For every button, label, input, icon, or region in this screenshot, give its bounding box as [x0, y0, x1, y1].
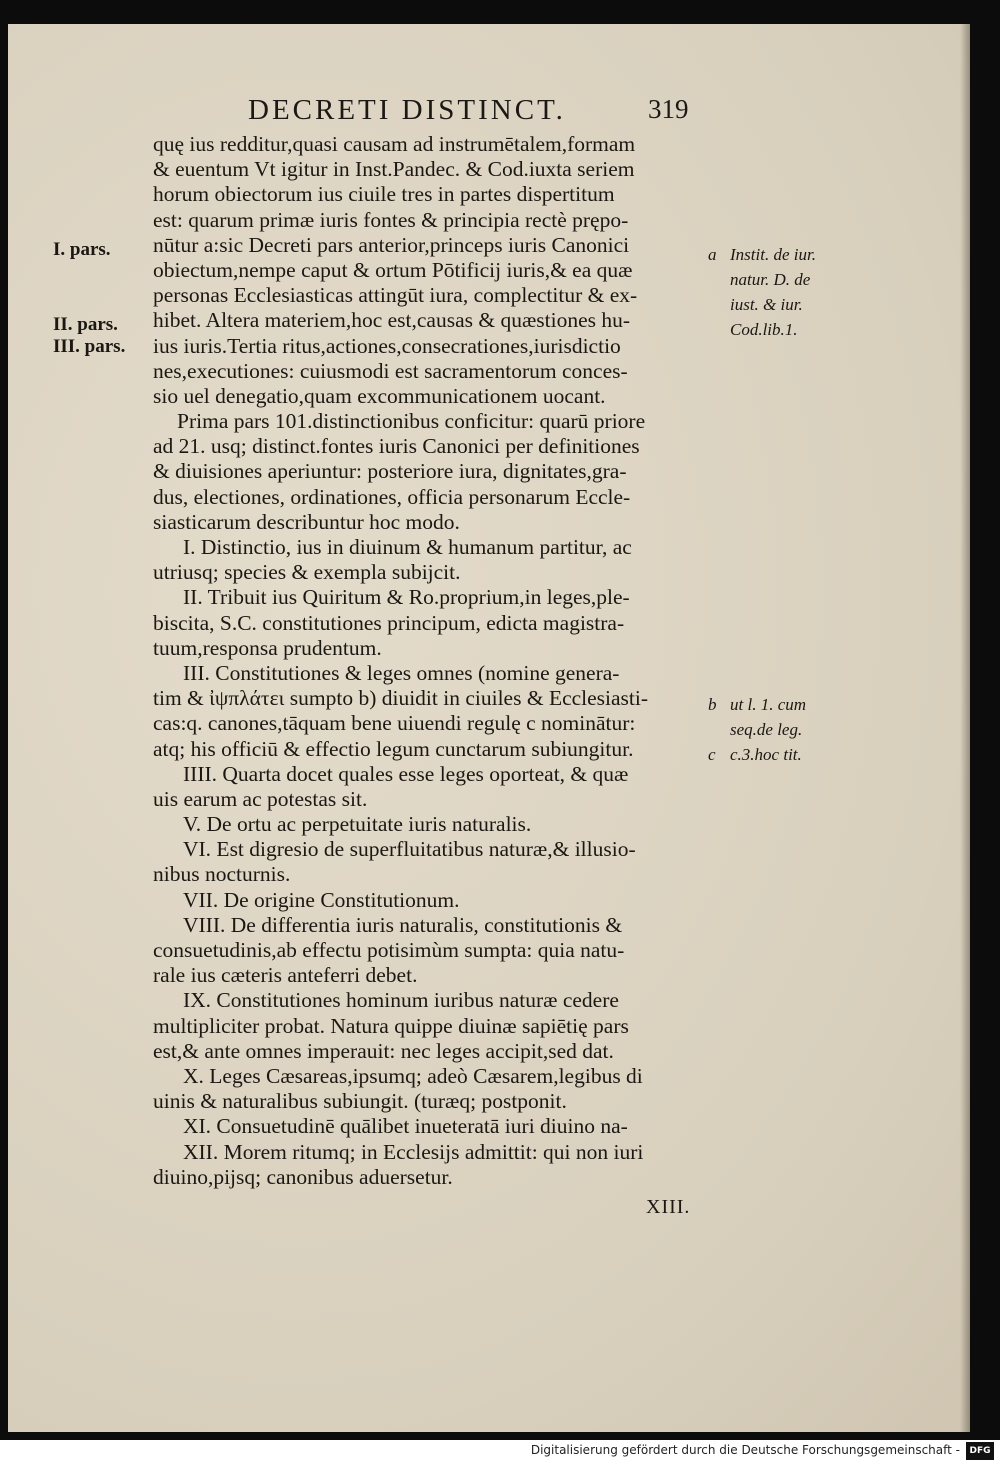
- text-line: tim & ἰψπλάτει sumpto b) diuidit in ciuiles & Ecclesiasti-: [153, 686, 649, 711]
- text-line: & euentum Vt igitur in Inst.Pandec. & Cod.iuxta seriem: [153, 157, 635, 182]
- text-line: nūtur a:sic Decreti pars anterior,princeps iuris Canonici: [153, 232, 630, 257]
- running-head: DECRETI DISTINCT.: [248, 94, 566, 126]
- text-line: nibus nocturnis.: [153, 862, 291, 887]
- text-line: rale ius cæteris anteferri debet.: [153, 963, 418, 988]
- text-line: biscita, S.C. constitutiones principum, edicta magistra-: [153, 610, 625, 635]
- text-line: est: quarum primæ iuris fontes & principia rectè prępo-: [153, 207, 629, 232]
- text-line: obiectum,nempe caput & ortum Pōtificij iuris,& ea quæ: [153, 257, 633, 282]
- text-line: ad 21. usq; distinct.fontes iuris Canonici per definitiones: [153, 434, 640, 459]
- text-line: consuetudinis,ab effectu potisimùm sumpta: quia natu-: [153, 938, 625, 962]
- text-line: quę ius redditur,quasi causam ad instrumētalem,formam: [153, 132, 636, 156]
- text-line: dus, electiones, ordinationes, officia personarum Eccle-: [153, 484, 631, 509]
- scanned-page: [8, 24, 970, 1432]
- note-a-line-1: Instit. de iur.: [730, 245, 816, 264]
- main-text-block: [153, 132, 713, 1190]
- catchword: XIII.: [646, 1196, 691, 1218]
- text-line: XII. Morem ritumq; in Ecclesijs admittit: qui non iuri: [183, 1139, 644, 1164]
- text-line: est,& ante omnes imperauit: nec leges accipit,sed dat.: [153, 1038, 614, 1063]
- margin-note-b: [708, 692, 806, 742]
- page-edge-shadow: [960, 24, 970, 1432]
- text-line: siasticarum describuntur hoc modo.: [153, 509, 460, 534]
- text-line: horum obiectorum ius ciuile tres in partes dispertitum: [153, 182, 615, 207]
- left-margin-note-2: II. pars.: [53, 314, 118, 335]
- note-a-line-3: iust. & iur.: [730, 295, 803, 314]
- text-line: XI. Consuetudinē quālibet inueteratā iuri diuino na-: [183, 1114, 628, 1139]
- text-line: X. Leges Cæsareas,ipsumq; adeò Cæsarem,legibus di: [183, 1063, 643, 1088]
- margin-note-a: [708, 242, 816, 342]
- text-line: ius iuris.Tertia ritus,actiones,consecrationes,iurisdictio: [153, 333, 621, 358]
- left-margin-note-1: I. pars.: [53, 239, 111, 260]
- text-line: cas:q. canones,tāquam bene uiuendi regulę c nominātur:: [153, 711, 636, 736]
- text-line: uinis & naturalibus subiungit. (turæq; postponit.: [153, 1089, 567, 1114]
- text-line: sio uel denegatio,quam excommunicationem uocant.: [153, 383, 606, 408]
- text-line: hibet. Altera materiem,hoc est,causas & quæstiones hu-: [153, 308, 631, 333]
- text-line: & diuisiones aperiuntur: posteriore iura, dignitates,gra-: [153, 459, 627, 484]
- note-b-line-2: seq.de leg.: [730, 720, 803, 739]
- note-a-line-4: Cod.lib.1.: [730, 320, 798, 339]
- note-mark-a: a: [708, 245, 717, 264]
- text-line: multipliciter probat. Natura quippe diuinæ sapiētię pars: [153, 1013, 629, 1038]
- text-line: VIII. De differentia iuris naturalis, constitutionis &: [183, 912, 623, 937]
- footer-bar: [0, 1440, 1000, 1465]
- dfg-logo-icon: DFG: [966, 1442, 994, 1460]
- text-line: V. De ortu ac perpetuitate iuris naturalis.: [183, 812, 532, 837]
- page-header: [8, 94, 970, 134]
- note-b-line-1: ut l. 1. cum: [730, 695, 807, 714]
- text-line: personas Ecclesiasticas attingūt iura, complectitur & ex-: [153, 283, 638, 308]
- page-number: 319: [648, 94, 689, 124]
- footer-credit: Digitalisierung gefördert durch die Deutsche Forschungsgemeinschaft -: [530, 1443, 960, 1457]
- note-a-line-2: natur. D. de: [730, 270, 811, 289]
- note-c-line-1: c.3.hoc tit.: [730, 745, 802, 764]
- text-line: IIII. Quarta docet quales esse leges oporteat, & quæ: [183, 761, 629, 786]
- text-line: uis earum ac potestas sit.: [153, 786, 368, 811]
- text-line: III. Constitutiones & leges omnes (nomine genera-: [183, 660, 620, 685]
- text-line: Prima pars 101.distinctionibus conficitur: quarū priore: [177, 409, 646, 434]
- text-line: diuino,pijsq; canonibus aduersetur.: [153, 1164, 453, 1189]
- text-line: I. Distinctio, ius in diuinum & humanum partitur, ac: [183, 535, 632, 559]
- text-line: II. Tribuit ius Quiritum & Ro.proprium,in leges,ple-: [183, 585, 630, 610]
- note-mark-c: c: [708, 745, 716, 764]
- text-line: nes,executiones: cuiusmodi est sacramentorum conces-: [153, 358, 628, 383]
- note-mark-b: b: [708, 695, 717, 714]
- margin-note-c: [708, 742, 802, 767]
- text-line: tuum,responsa prudentum.: [153, 635, 382, 660]
- text-line: utriusq; species & exempla subijcit.: [153, 560, 461, 585]
- text-line: VI. Est digresio de superfluitatibus naturæ,& illusio-: [183, 837, 636, 862]
- text-line: IX. Constitutiones hominum iuribus naturæ cedere: [183, 988, 619, 1013]
- left-margin-note-3: III. pars.: [53, 336, 126, 357]
- text-line: VII. De origine Constitutionum.: [183, 887, 460, 912]
- text-line: atq; his officiū & effectio legum cunctarum subiungitur.: [153, 736, 634, 761]
